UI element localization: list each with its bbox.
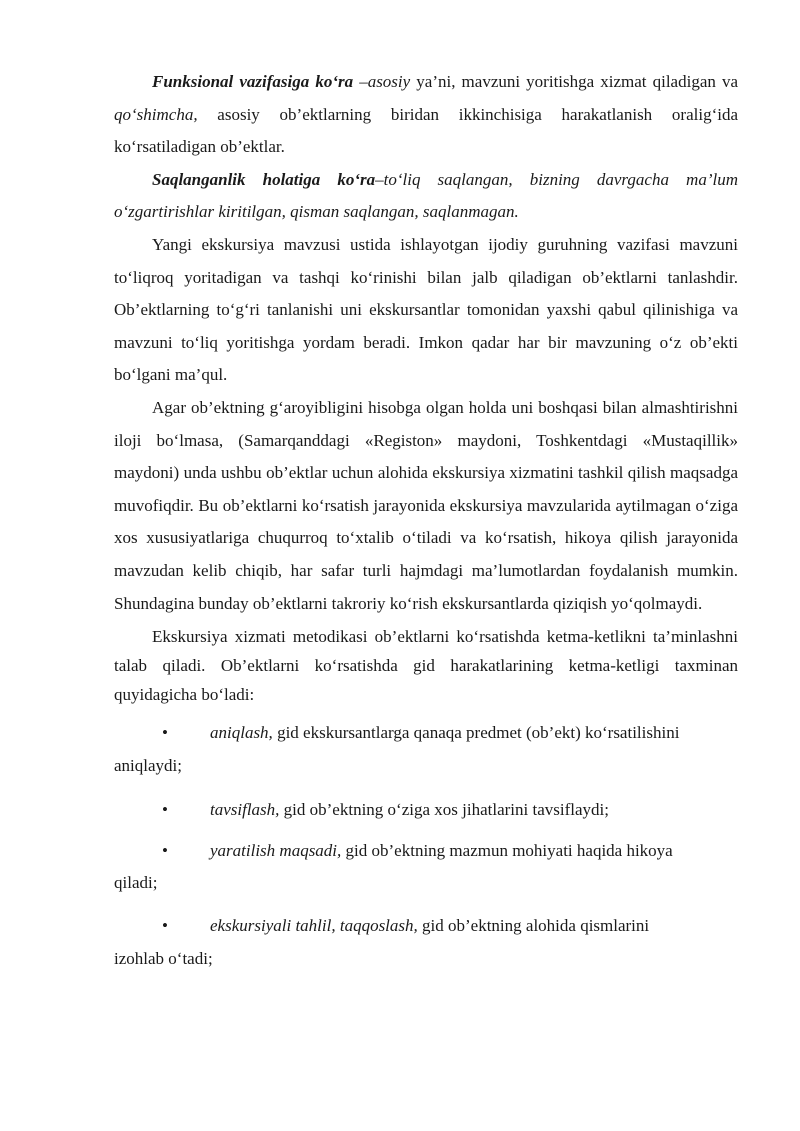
bullet-term: aniqlash, [210,723,273,743]
paragraph-preservation [114,164,738,229]
term-functional: Funksional vazifasiga ko‘ra [152,72,354,91]
document-page [114,66,738,975]
bullet-continuation: izohlab o‘tadi; [114,948,213,968]
list-item [114,835,738,900]
bullet-text: gid ob’ektning mazmun mohiyati haqida hikoya [341,840,673,860]
bullet-text: gid ob’ektning o‘ziga xos jihatlarini tavsiflaydi; [279,800,609,820]
bullet-icon: • [162,840,168,860]
paragraph-creative-group: Yangi ekskursiya mavzusi ustida ishlayotgan ijodiy guruhning vazifasi mavzuni to‘liqroq yoritadigan va tashqi ko‘rinishi bilan jalb qiladigan ob’ektlarni tanlashdir. Ob’ektlarning to‘g‘ri tanlanishi uni ekskursantlar tomonidan yaxshi qabul qilinishiga va mavzuni to‘liq yoritishga yordam beradi. Imkon qadar har bir mavzuning o‘z ob’ekti bo‘lgani ma’qul. [114,234,738,385]
term-main: –asosiy [353,72,411,91]
paragraph-text: asosiy ob’ektlarning biridan ikkinchisiga harakatlanish oralig‘ida ko‘rsatiladigan ob’ektlar. [114,104,738,157]
paragraph-text: ya’ni, mavzuni yoritishga xizmat qiladigan va [410,72,738,91]
bullet-text: gid ekskursantlarga qanaqa predmet (ob’ekt) ko‘rsatilishini [272,723,680,743]
bullet-icon: • [162,916,168,936]
paragraph-functional [114,66,738,164]
term-additional: qo‘shimcha, [114,104,198,124]
bullet-text: gid ob’ektning alohida qismlarini [417,916,650,936]
bullet-term: yaratilish maqsadi, [210,840,342,860]
bullet-term: ekskursiyali tahlil, taqqoslash, [210,916,418,936]
bullet-icon: • [162,723,168,743]
term-preservation: Saqlanganlik holatiga ko‘ra [152,169,376,189]
paragraph-unique-object: Agar ob’ektning g‘aroyibligini hisobga olgan holda uni boshqasi bilan almashtirishni iloji bo‘lmasa, (Samarqanddagi «Registon» maydoni, Toshkentdagi «Mustaqillik» maydoni) unda ushbu ob’ektlar uchun alohida ekskursiya xizmatini tashkil qilish maqsadga muvofiqdir. Bu ob’ektlarni ko‘rsatish jarayonida ekskursiya mavzularida aytilmagan o‘ziga xos xususiyatlariga chuqurroq to‘xtalib o‘tiladi va ko‘rsatish, hikoya qilish jarayonida mavzudan kelib chiqib, har safar turli hajmdagi ma’lumotlardan foydalanish mumkin. Shundagina bunday ob’ektlarni takroriy ko‘rish ekskursantlarda qiziqish yo‘qolmaydi. [114,397,738,613]
list-item [114,910,738,975]
list-item [114,794,738,827]
bullet-continuation: qiladi; [114,873,158,893]
preservation-states: –to‘liq saqlangan, bizning davrgacha ma’lum o‘zgartirishlar kiritilgan, qisman saqlangan, saqlanmagan. [114,169,738,222]
bullet-icon: • [162,800,168,820]
bullet-term: tavsiflash, [210,800,280,820]
bullet-continuation: aniqlaydi; [114,755,182,775]
paragraph-methodology: Ekskursiya xizmati metodikasi ob’ektlarni ko‘rsatishda ketma-ketlikni ta’minlashni talab qiladi. Ob’ektlarni ko‘rsatishda gid harakatlarining ketma-ketligi taxminan quyidagicha bo‘ladi: [114,627,738,705]
list-item [114,717,738,782]
